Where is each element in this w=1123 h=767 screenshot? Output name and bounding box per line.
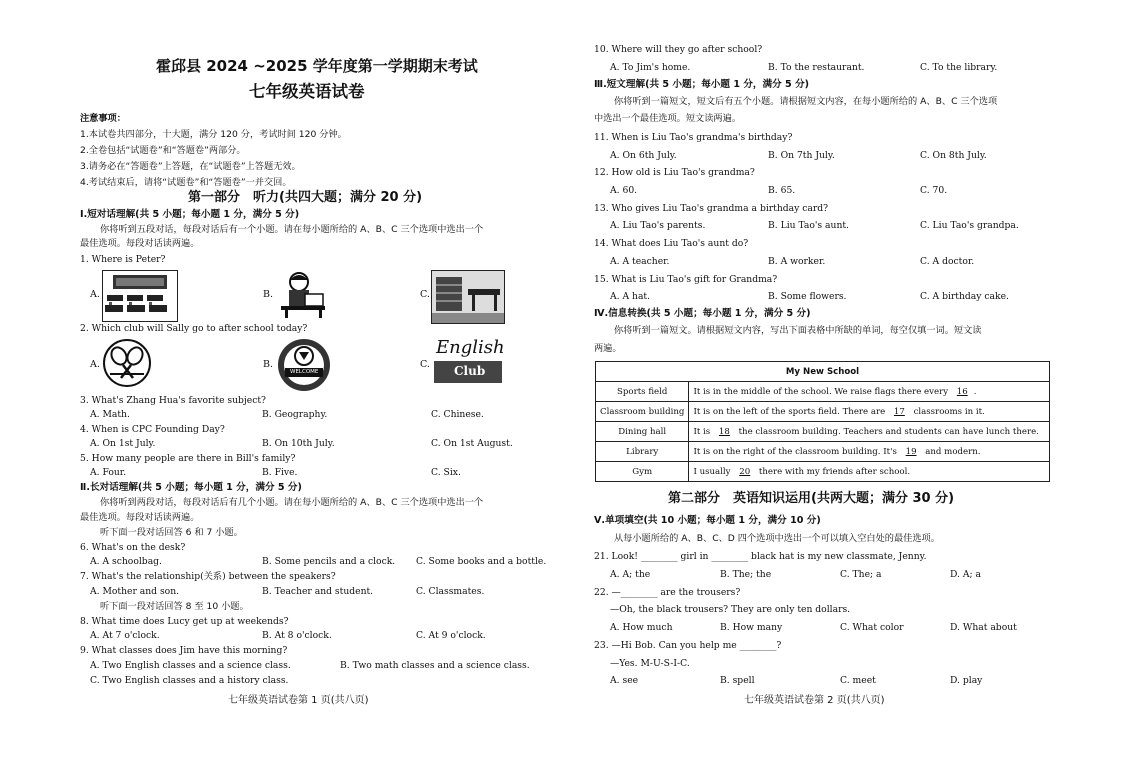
section3-instruction: 你将听到一篇短文，短文后有五个小题。请根据短文内容，在每小题所给的 A、B、C 三个选项 [614,96,998,107]
football-club-badge-image [275,334,333,392]
option-d: D. A; a [950,569,982,580]
section4-heading: Ⅳ.信息转换(共 5 小题；每小题 1 分，满分 5 分) [594,308,811,319]
part1-heading: 第一部分 听力(共四大题；满分 20 分) [188,190,423,205]
option-c: C. The; a [840,569,882,580]
section2-subinstruction: 听下面一段对话回答 6 和 7 小题。 [100,527,243,538]
option-label: B. [263,359,274,370]
description-text: the classroom building. Teachers and students can have lunch there. [735,426,1039,437]
exam-title: 霍邱县 2024 ~2025 学年度第一学期期末考试 [156,57,478,75]
notes-heading: 注意事项： [80,113,126,124]
option-label: C. [420,359,430,370]
option-c: C. Liu Tao's grandpa. [920,220,1019,231]
description-cell [689,422,1050,442]
note-item: 3.请务必在“答题卷”上答题，在“试题卷”上答题无效。 [80,161,301,172]
question-3: 3. What's Zhang Hua's favorite subject? [80,395,266,406]
option-b: B. To the restaurant. [768,62,865,73]
option-b: B. Teacher and student. [262,586,374,597]
option-a: A. On 6th July. [610,150,677,161]
section5-instruction: 从每小题所给的 A、B、C、D 四个选项中选出一个可以填入空白处的最佳选项。 [614,533,940,544]
option-c: C. 70. [920,185,948,196]
option-c: C. Six. [431,467,461,478]
option-a: A. A schoolbag. [90,556,162,567]
option-c: C. To the library. [920,62,998,73]
table-row [596,402,1050,422]
question-23-dialogue: —Yes. M-U-S-I-C. [610,658,690,669]
option-a: A. A; the [610,569,651,580]
question-6: 6. What's on the desk? [80,542,186,553]
table-row [596,422,1050,442]
option-a: A. Two English classes and a science class. [90,660,291,671]
library-image [431,270,505,324]
exam-subtitle: 七年级英语试卷 [249,82,365,101]
classroom-image [102,270,178,322]
option-c: C. Some books and a bottle. [416,556,547,567]
question-23: 23. —Hi Bob. Can you help me ________? [594,640,782,651]
option-b: B. On 7th July. [768,150,835,161]
welcome-banner-text: WELCOME [290,369,319,375]
section2-instruction: 最佳选项。每段对话读两遍。 [80,512,200,523]
question-14: 14. What does Liu Tao's aunt do? [594,238,749,249]
section1-instruction: 最佳选项。每段对话读两遍。 [80,238,200,249]
place-cell: Dining hall [596,422,689,442]
option-c: C. What color [840,622,904,633]
exam-page-1 [78,0,547,767]
option-a: A. 60. [610,185,638,196]
option-c: C. At 9 o'clock. [416,630,486,641]
blank-19: 19 [905,446,917,457]
english-word-art: English [436,337,505,358]
section4-instruction: 两遍。 [594,343,622,354]
option-label: C. [420,289,430,300]
option-b: B. On 10th July. [262,438,335,449]
option-c: C. meet [840,675,876,686]
page-footer: 七年级英语试卷第 2 页(共八页) [744,695,885,706]
section1-heading: Ⅰ.短对话理解(共 5 小题；每小题 1 分，满分 5 分) [80,209,300,220]
description-text: It is on the right of the classroom building. It's [693,446,900,457]
description-text: classrooms in it. [910,406,985,417]
question-7: 7. What's the relationship(关系) between the speakers? [80,571,336,582]
blank-16: 16 [956,386,968,397]
question-4: 4. When is CPC Founding Day? [80,424,225,435]
question-21: 21. Look! ________ girl in ________ black hat is my new classmate, Jenny. [594,551,927,562]
option-c: C. On 8th July. [920,150,987,161]
option-b: B. Five. [262,467,298,478]
note-item: 4.考试结束后，请将“试题卷”和“答题卷”一并交回。 [80,177,292,188]
option-a: A. How much [610,622,673,633]
blank-20: 20 [739,466,751,477]
option-a: A. To Jim's home. [610,62,691,73]
section2-heading: Ⅱ.长对话理解(共 5 小题；每小题 1 分，满分 5 分) [80,482,302,493]
section1-instruction: 你将听到五段对话，每段对话后有一个小题。请在每小题所给的 A、B、C 三个选项中选出一个 [100,224,484,235]
option-a: A. A hat. [610,291,651,302]
question-2: 2. Which club will Sally go to after school today? [80,323,308,334]
option-a: A. Mother and son. [90,586,180,597]
club-word: Club [454,364,486,378]
question-12: 12. How old is Liu Tao's grandma? [594,167,755,178]
section3-heading: Ⅲ.短文理解(共 5 小题；每小题 1 分，满分 5 分) [594,79,810,90]
description-cell [689,382,1050,402]
description-text: It is [693,426,713,437]
option-c: C. Classmates. [416,586,485,597]
blank-18: 18 [718,426,730,437]
option-b: B. At 8 o'clock. [262,630,332,641]
question-8: 8. What time does Lucy get up at weekends? [80,616,289,627]
option-b: B. How many [720,622,783,633]
option-label: B. [263,289,274,300]
description-cell [689,462,1050,482]
option-a: A. A teacher. [610,256,670,267]
option-a: A. Liu Tao's parents. [610,220,706,231]
option-c: C. A birthday cake. [920,291,1009,302]
option-d: D. What about [950,622,1017,633]
description-text: . [973,386,977,397]
option-b: B. Two math classes and a science class. [340,660,530,671]
question-5: 5. How many people are there in Bill's family? [80,453,296,464]
table-row [596,382,1050,402]
question-13: 13. Who gives Liu Tao's grandma a birthday card? [594,203,829,214]
badminton-club-image [102,338,152,388]
option-label: A. [90,289,100,300]
section2-instruction: 你将听到两段对话，每段对话后有几个小题。请在每小题所给的 A、B、C 三个选项中选出一个 [100,497,484,508]
description-cell [689,402,1050,422]
boy-reading-image [275,268,331,320]
option-a: A. Four. [90,467,127,478]
option-a: A. On 1st July. [90,438,156,449]
question-11: 11. When is Liu Tao's grandma's birthday? [594,132,793,143]
note-item: 2.全卷包括“试题卷”和“答题卷”两部分。 [80,145,246,156]
my-new-school-table [595,361,1050,482]
option-b: B. Geography. [262,409,328,420]
option-b: B. The; the [720,569,772,580]
option-a: A. Math. [90,409,130,420]
option-b: B. Some flowers. [768,291,847,302]
exam-page-2 [594,0,1050,767]
option-c: C. Chinese. [431,409,484,420]
place-cell: Gym [596,462,689,482]
option-b: B. Liu Tao's aunt. [768,220,849,231]
english-club-banner [434,361,502,383]
option-label: A. [90,359,100,370]
part2-heading: 第二部分 英语知识运用(共两大题；满分 30 分) [668,491,955,506]
place-cell: Classroom building [596,402,689,422]
question-1: 1. Where is Peter? [80,254,166,265]
place-cell: Sports field [596,382,689,402]
option-c: C. On 1st August. [431,438,513,449]
note-item: 1.本试卷共四部分，十大题，满分 120 分，考试时间 120 分钟。 [80,129,347,140]
option-c: C. A doctor. [920,256,975,267]
question-22-dialogue: —Oh, the black trousers? They are only ten dollars. [610,604,851,615]
option-b: B. 65. [768,185,796,196]
option-a: A. see [610,675,639,686]
description-text: there with my friends after school. [756,466,911,477]
table-row [596,462,1050,482]
section5-heading: Ⅴ.单项填空(共 10 小题；每小题 1 分，满分 10 分) [594,515,821,526]
option-b: B. spell [720,675,755,686]
table-row [596,442,1050,462]
description-text: and modern. [922,446,981,457]
question-22: 22. —________ are the trousers? [594,587,741,598]
section2-subinstruction: 听下面一段对话回答 8 至 10 小题。 [100,601,249,612]
option-b: B. A worker. [768,256,826,267]
section4-instruction: 你将听到一篇短文。请根据短文内容，写出下面表格中所缺的单词，每空仅填一词。短文读 [614,325,982,336]
page-footer: 七年级英语试卷第 1 页(共八页) [228,695,369,706]
description-text: It is on the left of the sports field. There are [693,406,888,417]
description-text: I usually [693,466,734,477]
option-b: B. Some pencils and a clock. [262,556,396,567]
question-10: 10. Where will they go after school? [594,44,763,55]
option-d: D. play [950,675,983,686]
description-text: It is in the middle of the school. We raise flags there every [693,386,951,397]
option-c: C. Two English classes and a history class. [90,675,289,686]
question-9: 9. What classes does Jim have this morning? [80,645,288,656]
table-title: My New School [596,362,1050,382]
section3-instruction: 中选出一个最佳选项。短文读两遍。 [594,113,741,124]
place-cell: Library [596,442,689,462]
question-15: 15. What is Liu Tao's gift for Grandma? [594,274,778,285]
description-cell [689,442,1050,462]
blank-17: 17 [893,406,905,417]
option-a: A. At 7 o'clock. [90,630,160,641]
